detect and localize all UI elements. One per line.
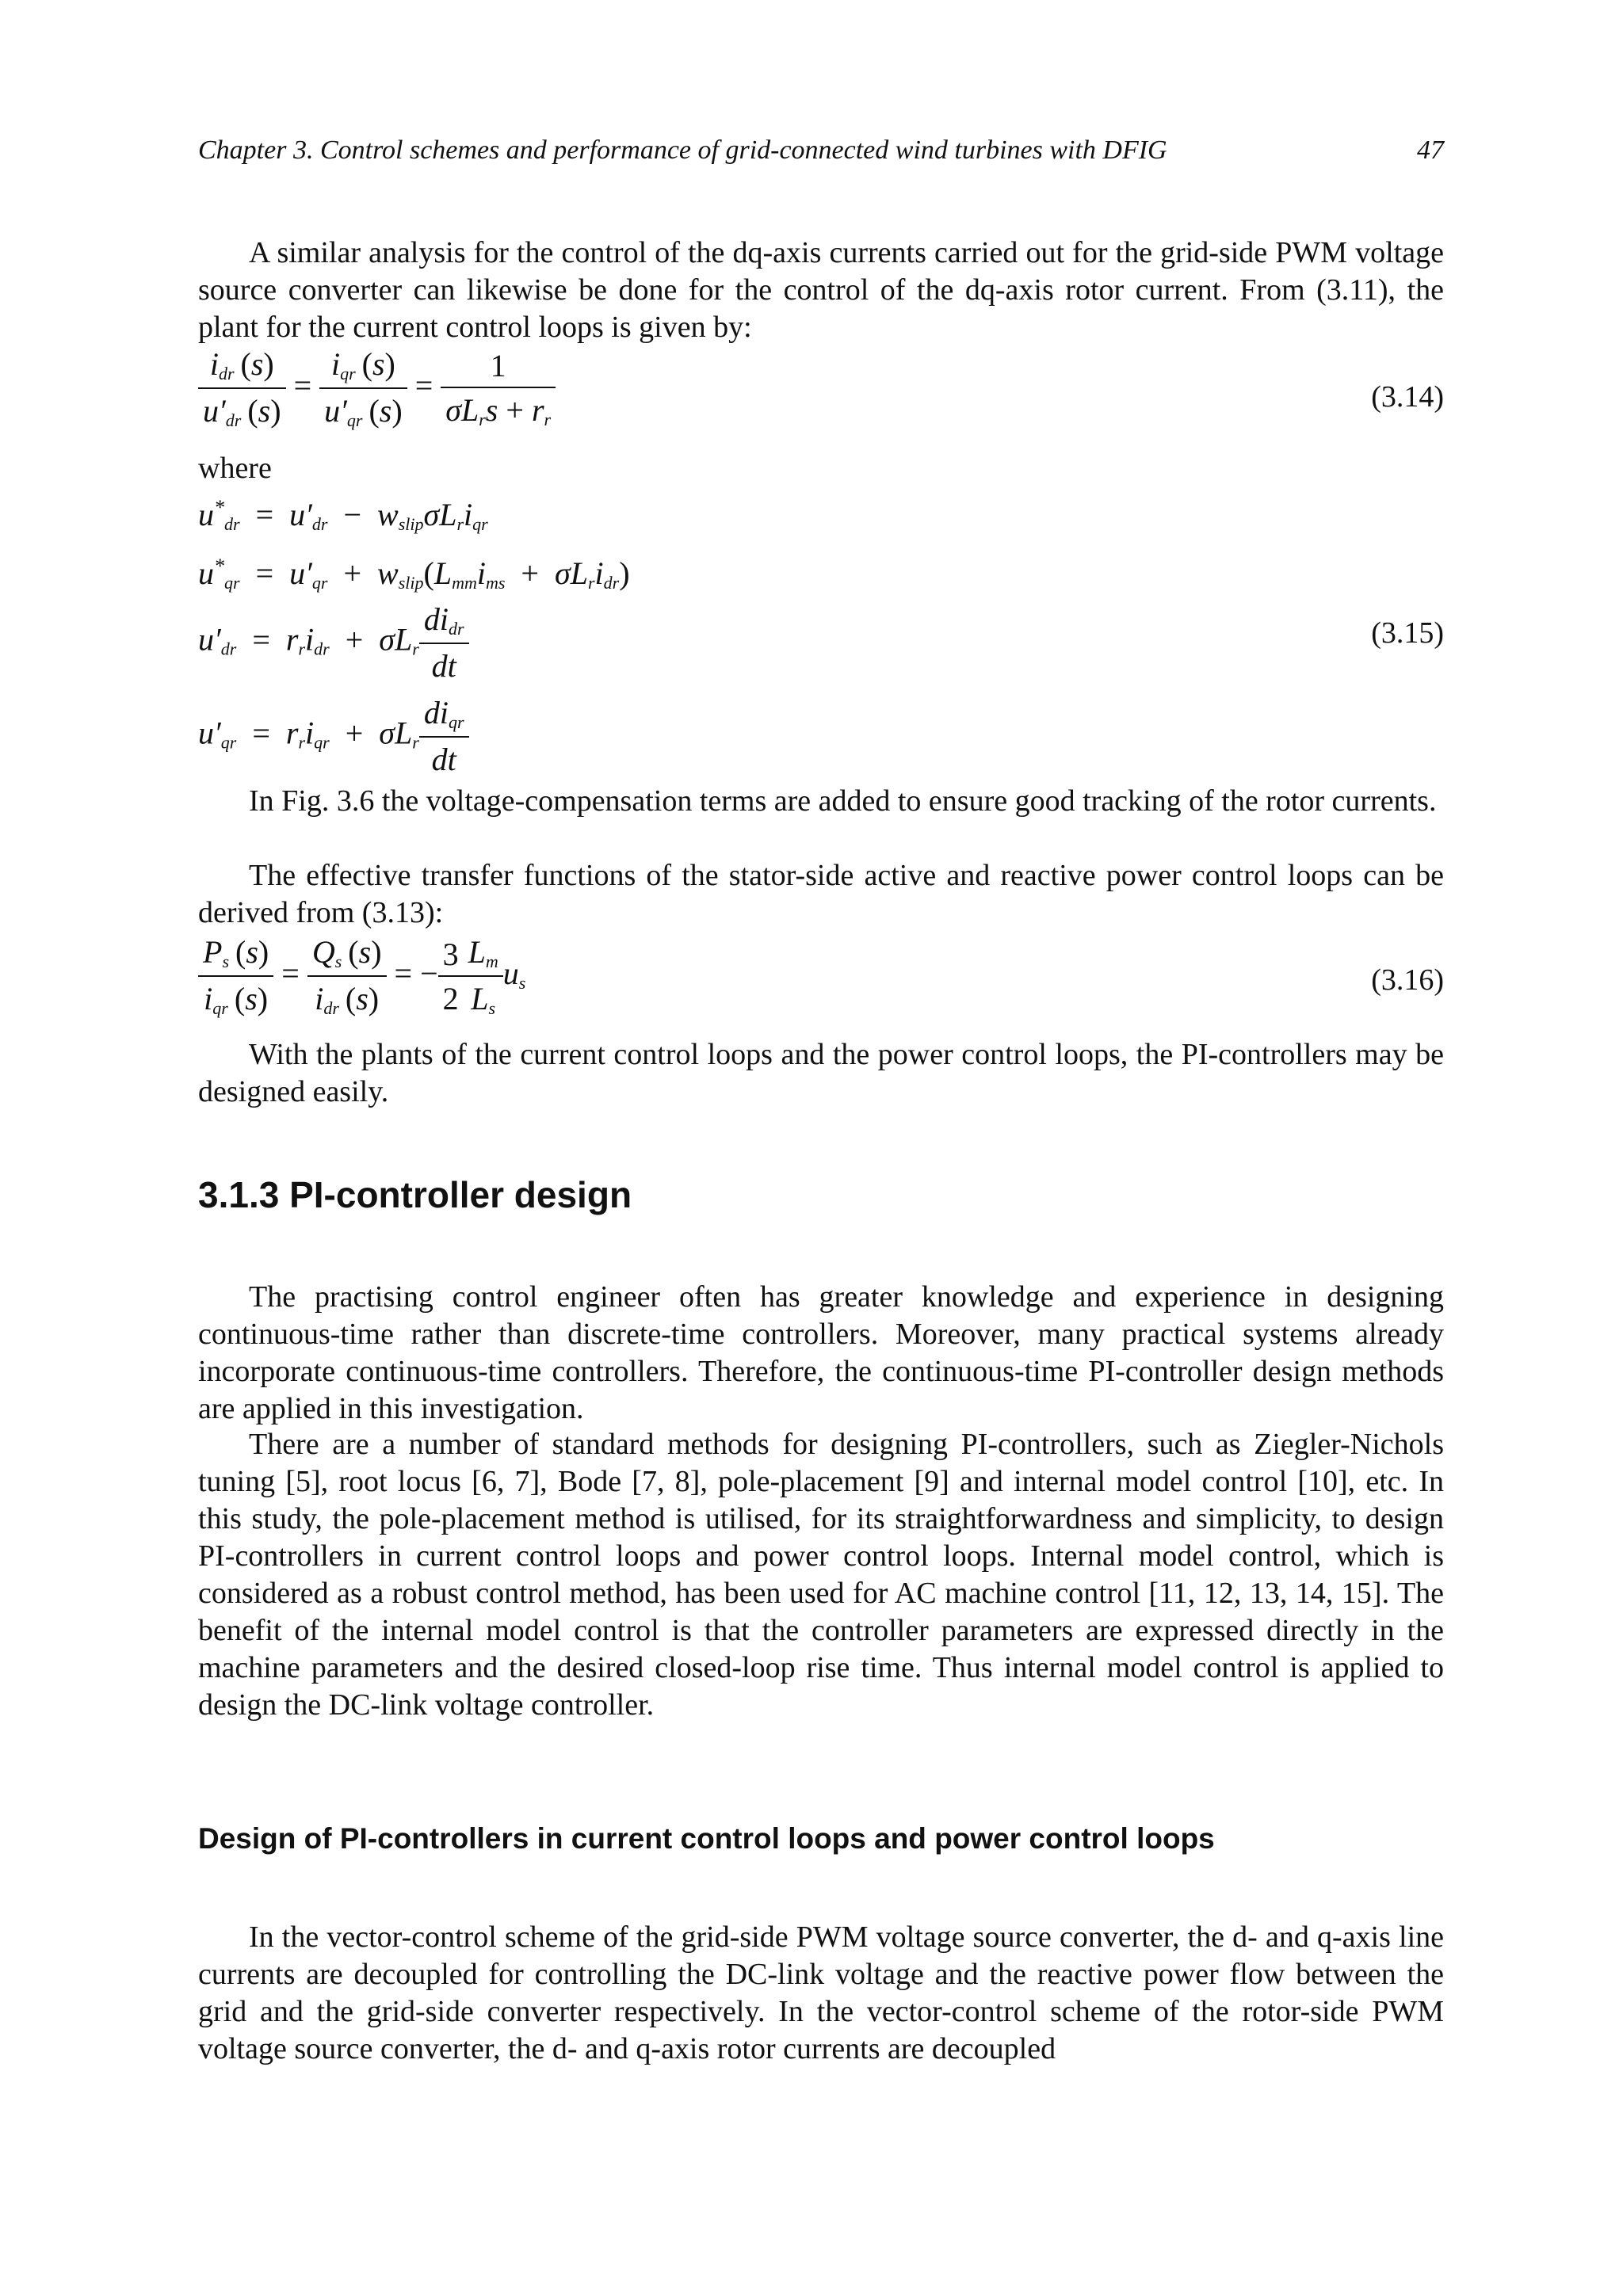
paragraph: With the plants of the current control loops and the power control loops, the PI-controllers may be designed easily. [198, 1038, 1444, 1108]
paragraph: In Fig. 3.6 the voltage-compensation terms are added to ensure good tracking of the rotor currents. [249, 784, 1437, 818]
paragraph: There are a number of standard methods for designing PI-controllers, such as Ziegler-Nichols tuning [5], root locus [6, 7], Bode [7, 8], pole-placement [9] and internal model control [10], etc. In this study, the pole-placement method is utilised, for its straightforwardness and simplicity, to design PI-controllers in current control loops and power control loops. Internal model control, which is considered as a robust control method, has been used for AC machine control [11, 12, 13, 14, 15]. The benefit of the internal model control is that the controller parameters are expressed directly in the machine parameters and the desired closed-loop rise time. Thus internal model control is applied to design the DC-link voltage controller. [198, 1428, 1444, 1722]
section-heading: 3.1.3 PI-controller design [198, 1174, 632, 1215]
equation-3-15-line-1: $u^*_{dr} = u'_{dr} - w_{slip}\sigma L_ri_{qr}$ [198, 496, 488, 534]
equation-3-14: $\frac{i_{dr} (s)}{u'_{dr} (s)}$ = $\frac{i_{qr} (s)}{u'_{qr} (s)}$ = $\frac{1}{\sigma L_rs + r_r}$ [198, 349, 556, 429]
subsection-heading: Design of PI-controllers in current control loops and power control loops [198, 1822, 1215, 1855]
page-number: 47 [1417, 135, 1444, 165]
paragraph: The effective transfer functions of the stator-side active and reactive power control loops can be derived from (3.13): [198, 859, 1444, 929]
chapter-title: Chapter 3. Control schemes and performance of grid-connected wind turbines with DFIG [198, 135, 1167, 165]
equation-3-16: $\frac{P_s (s)}{i_{qr} (s)}$ = $\frac{Q_s (s)}{i_{dr} (s)}$ = − $\frac{3}{2}$ $\frac{L_m}{L_s}$ $u_s$ [198, 936, 525, 1017]
running-header [198, 133, 1444, 168]
paragraph: The practising control engineer often has greater knowledge and experience in designing continuous-time rather than discrete-time controllers. Moreover, many practical systems already incorporate continuous-time controllers. Therefore, the continuous-time PI-controller design methods are applied in this investigation. [198, 1280, 1444, 1425]
paragraph: In the vector-control scheme of the grid-side PWM voltage source converter, the d- and q-axis line currents are decoupled for controlling the DC-link voltage and the reactive power flow between the grid and the grid-side converter respectively. In the vector-control scheme of the rotor-side PWM voltage source converter, the d- and q-axis rotor currents are decoupled [198, 1920, 1444, 2065]
paragraph: where [198, 452, 272, 485]
equation-3-15-line-2: $u^*_{qr} = u'_{qr} + w_{slip}(L_{mm}i_{ms} + \sigma L_ri_{dr})$ [198, 555, 630, 593]
equation-number: (3.15) [1371, 616, 1444, 650]
equation-number: (3.14) [1371, 380, 1444, 414]
equation-3-15-line-3: $u'_{dr} = r_ri_{dr} + \sigma L_r$ $\frac{di_{dr}}{dt}$ [198, 604, 469, 682]
equation-3-15-line-4: $u'_{qr} = r_ri_{qr} + \sigma L_r$ $\frac{di_{qr}}{dt}$ [198, 697, 469, 776]
equation-number: (3.16) [1371, 963, 1444, 997]
paragraph: A similar analysis for the control of the dq-axis currents carried out for the grid-side PWM voltage source converter can likewise be done for the control of the dq-axis rotor current. From (3.11), the plant for the current control loops is given by: [198, 236, 1444, 344]
